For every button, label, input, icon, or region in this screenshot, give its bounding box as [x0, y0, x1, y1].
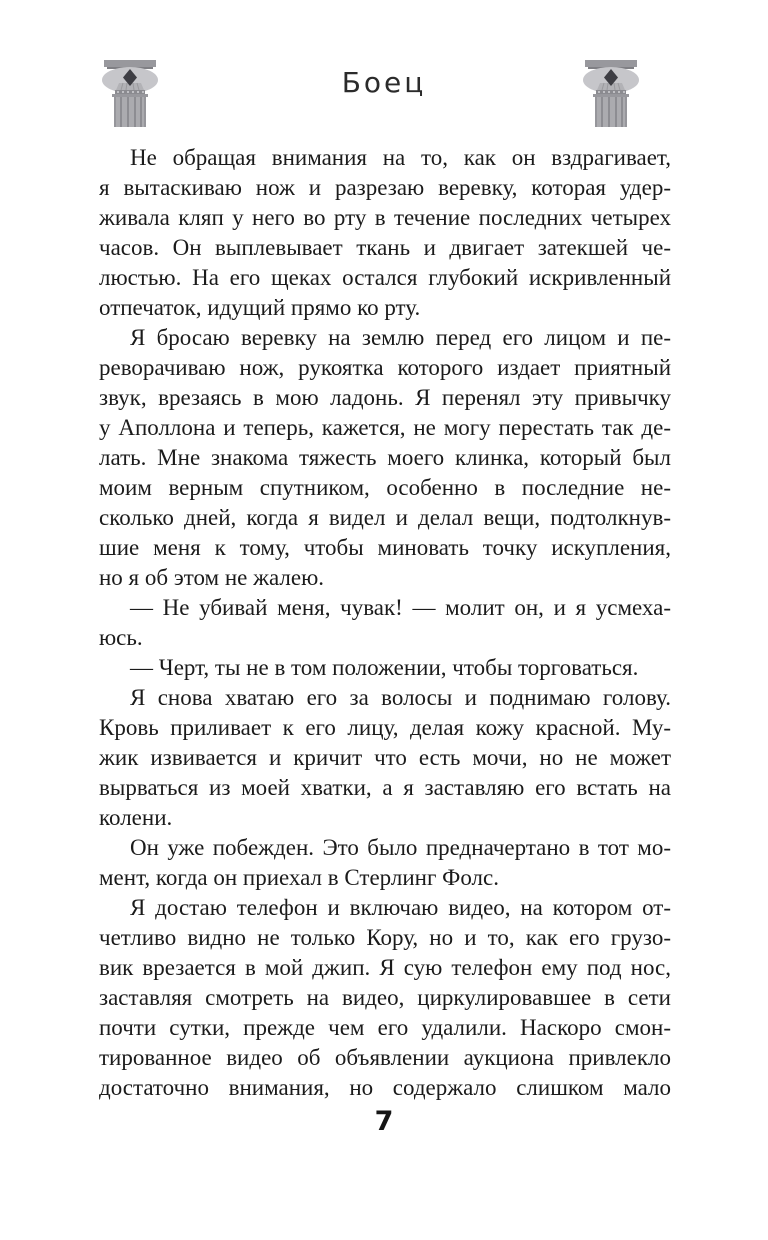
text-line: почти сутки, прежде чем его удалили. Наскоро смон- [99, 1015, 671, 1040]
text-line: — Черт, ты не в том положении, чтобы торговаться. [130, 655, 639, 680]
greek-column-icon-right [578, 57, 644, 127]
text-line: Я достаю телефон и включаю видео, на котором от- [130, 895, 671, 920]
chapter-title: Боец [341, 66, 427, 99]
text-line: живала кляп у него во рту в течение последних четырех [99, 205, 671, 230]
page-number: 7 [374, 1106, 394, 1137]
text-line: тированное видео об объявлении аукциона привлекло [99, 1045, 671, 1070]
text-line: отпечаток, идущий прямо ко рту. [99, 295, 421, 320]
text-line: часов. Он выплевывает ткань и двигает затекшей че- [99, 235, 671, 260]
text-line: реворачиваю нож, рукоятка которого издает приятный [99, 355, 671, 380]
paragraph [99, 833, 671, 893]
text-line: Я бросаю веревку на землю перед его лицом и пе- [130, 325, 671, 350]
text-line: достаточно внимания, но содержало слишком мало [99, 1075, 671, 1100]
paragraph [99, 893, 671, 1103]
text-line: у Аполлона и теперь, кажется, не могу перестать так де- [99, 415, 671, 440]
text-line: Я снова хватаю его за волосы и поднимаю голову. [130, 685, 671, 710]
page-text [99, 143, 671, 1103]
text-line: сколько дней, когда я видел и делал вещи, подтолкнув- [99, 505, 671, 530]
text-line: четливо видно не только Кору, но и то, как его грузо- [99, 925, 671, 950]
text-line: вырваться из моей хватки, а я заставляю его встать на [99, 775, 671, 800]
text-line: Не обращая внимания на то, как он вздрагивает, [130, 145, 671, 170]
text-line: мент, когда он приехал в Стерлинг Фолс. [99, 865, 499, 890]
paragraph [99, 593, 671, 653]
text-line: шие меня к тому, чтобы миновать точку искупления, [99, 535, 671, 560]
text-line: Кровь приливает к его лицу, делая кожу красной. Му- [99, 715, 671, 740]
text-line: звук, врезаясь в мою ладонь. Я перенял эту привычку [99, 385, 671, 410]
text-line: заставляя смотреть на видео, циркулировавшее в сети [99, 985, 671, 1010]
text-line: моим верным спутником, особенно в последние не- [99, 475, 671, 500]
text-line: юсь. [99, 625, 143, 650]
page-header [0, 0, 768, 140]
text-line: Он уже побежден. Это было предначертано в тот мо- [130, 835, 671, 860]
paragraph [99, 323, 671, 593]
text-line: колени. [99, 805, 173, 830]
text-line: но я об этом не жалею. [99, 565, 325, 590]
text-line: вик врезается в мой джип. Я сую телефон ему под нос, [99, 955, 671, 980]
text-line: лать. Мне знакома тяжесть моего клинка, который был [99, 445, 671, 470]
text-line: я вытаскиваю нож и разрезаю веревку, которая удер- [99, 175, 671, 200]
text-line: люстью. На его щеках остался глубокий искривленный [99, 265, 671, 290]
text-line: жик извивается и кричит что есть мочи, но не может [99, 745, 671, 770]
paragraph [99, 653, 671, 683]
page-footer [0, 1106, 768, 1137]
paragraph [99, 683, 671, 833]
text-line: — Не убивай меня, чувак! — молит он, и я усмеха- [130, 595, 671, 620]
paragraph [99, 143, 671, 323]
